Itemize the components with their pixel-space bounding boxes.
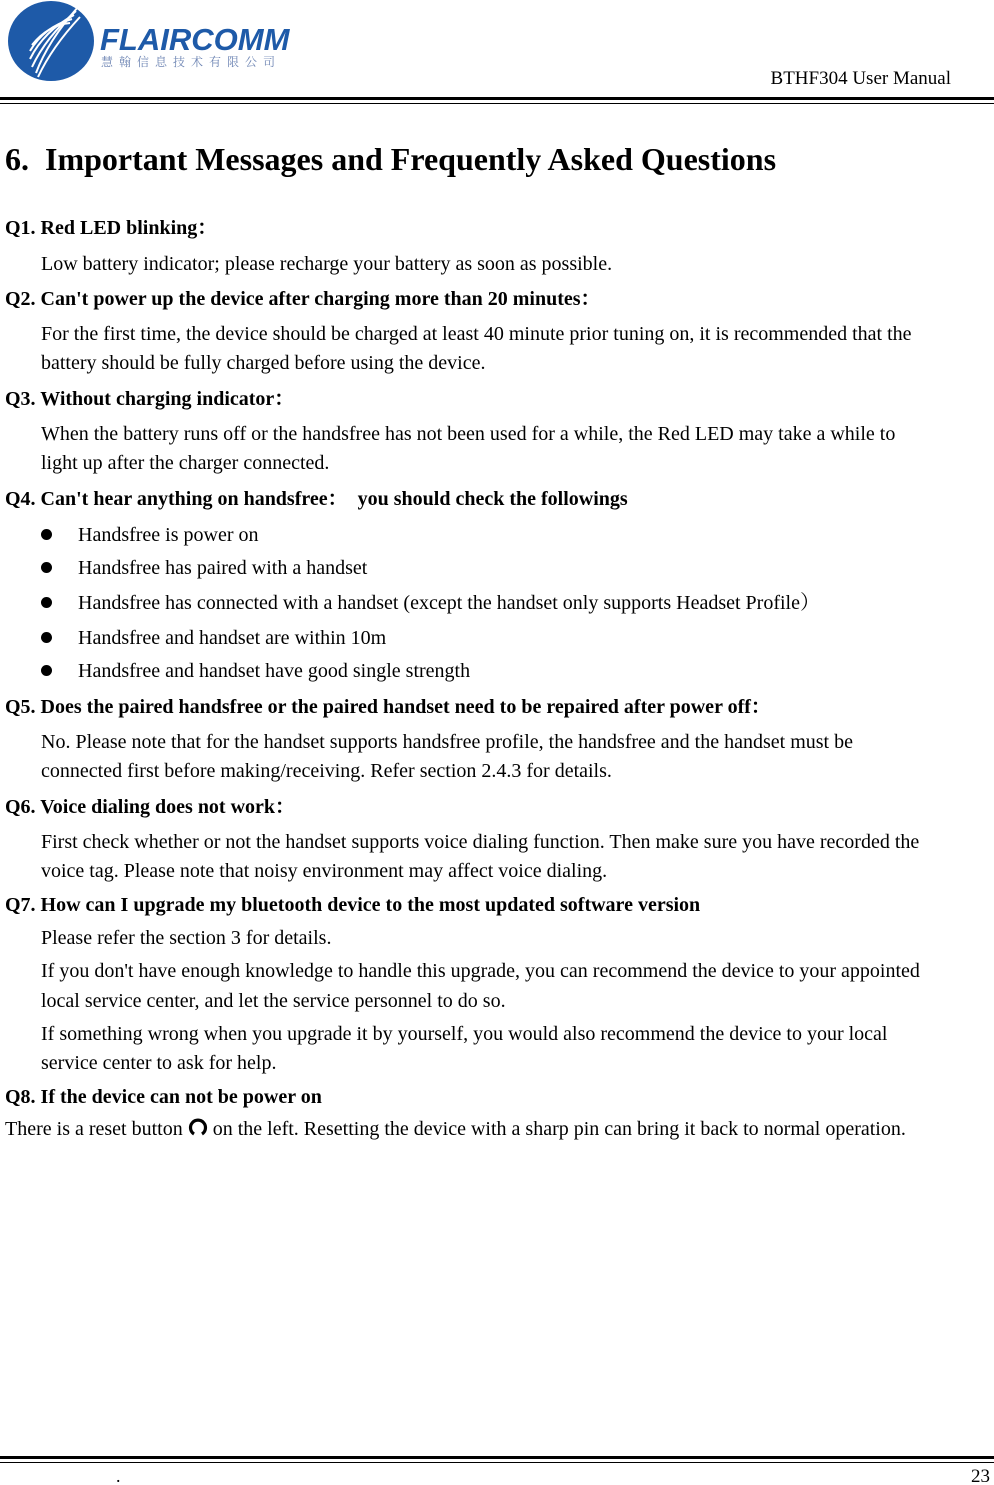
logo-wordmark: FLAIRCOMM — [100, 22, 290, 57]
bullet-icon — [41, 665, 52, 676]
answer-line: voice tag. Please note that noisy environment may affect voice dialing. — [41, 860, 608, 882]
question-8: Q8. If the device can not be power on — [5, 1086, 322, 1108]
answer-line: local service center, and let the service personnel to do so. — [41, 990, 506, 1012]
footer-rule-thin — [0, 1462, 994, 1463]
page-number: 23 — [971, 1466, 990, 1485]
answer-line: connected first before making/receiving. Refer section 2.4.3 for details. — [41, 760, 612, 782]
header-rule-thick — [0, 97, 994, 100]
bullet-icon — [41, 632, 52, 643]
answer-line: Please refer the section 3 for details. — [41, 927, 332, 949]
section-title: 6. Important Messages and Frequently Asked Questions — [5, 141, 777, 177]
bullet-item — [41, 591, 820, 615]
bullet-item — [41, 556, 367, 580]
answer-line: If you don't have enough knowledge to handle this upgrade, you can recommend the device to your appointed — [41, 960, 920, 982]
answer-line: First check whether or not the handset supports voice dialing function. Then make sure you have recorded the — [41, 831, 920, 853]
answer-line: When the battery runs off or the handsfree has not been used for a while, the Red LED may take a while to — [41, 423, 896, 445]
footer-mark: . — [116, 1466, 121, 1485]
bullet-text: Handsfree has paired with a handset — [78, 557, 368, 579]
question-3: Q3. Without charging indicator： — [5, 388, 295, 410]
bullet-text: Handsfree and handset have good single strength — [78, 660, 471, 682]
answer-text: on the left. Resetting the device with a sharp pin can bring it back to normal operation. — [212, 1118, 906, 1140]
answer-line: light up after the charger connected. — [41, 452, 330, 474]
question-2: Q2. Can't power up the device after charging more than 20 minutes： — [5, 288, 601, 310]
answer-line: No. Please note that for the handset supports handsfree profile, the handsfree and the handset must be — [41, 731, 853, 753]
question-7: Q7. How can I upgrade my bluetooth device to the most updated software version — [5, 894, 701, 916]
bullet-text: Handsfree is power on — [78, 524, 259, 546]
answer-line: Low battery indicator; please recharge your battery as soon as possible. — [41, 253, 613, 275]
answer-line — [5, 1117, 906, 1141]
logo-subtitle: 慧翰信息技术有限公司 — [101, 55, 282, 69]
bullet-item — [41, 659, 470, 683]
reset-button-icon — [188, 1117, 208, 1137]
answer-line: service center to ask for help. — [41, 1052, 277, 1074]
doc-title: BTHF304 User Manual — [770, 68, 951, 89]
footer-rule-thick — [0, 1456, 994, 1459]
question-4: Q4. Can't hear anything on handsfree： you should check the followings — [5, 488, 628, 510]
bullet-text: Handsfree has connected with a handset (except the handset only supports Headset Profile） — [78, 592, 820, 614]
flaircomm-logo-icon — [8, 1, 94, 81]
question-1: Q1. Red LED blinking： — [5, 217, 218, 239]
answer-text: There is a reset button — [5, 1118, 183, 1140]
question-6: Q6. Voice dialing does not work： — [5, 796, 296, 818]
answer-line: battery should be fully charged before using the device. — [41, 352, 486, 374]
answer-line: If something wrong when you upgrade it by yourself, you would also recommend the device to your local — [41, 1023, 888, 1045]
bullet-item — [41, 626, 386, 650]
bullet-icon — [41, 597, 52, 608]
bullet-item — [41, 523, 259, 547]
header-rule-thin — [0, 103, 994, 104]
bullet-icon — [41, 529, 52, 540]
bullet-text: Handsfree and handset are within 10m — [78, 627, 387, 649]
question-5: Q5. Does the paired handsfree or the paired handset need to be repaired after power off： — [5, 696, 771, 718]
bullet-icon — [41, 562, 52, 573]
answer-line: For the first time, the device should be charged at least 40 minute prior tuning on, it is recommended that the — [41, 323, 912, 345]
